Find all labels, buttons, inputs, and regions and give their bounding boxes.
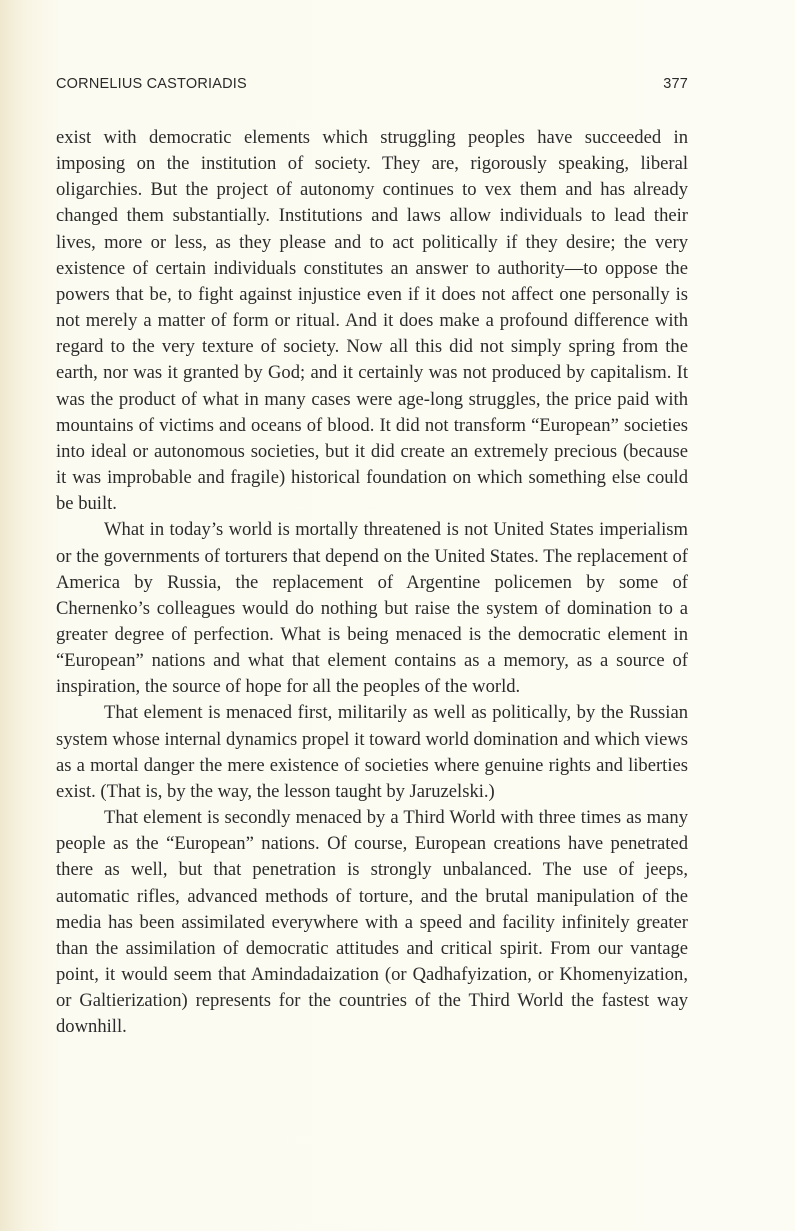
paragraph: That element is secondly menaced by a Third World with three times as many people as the “European” nations. Of course, European creations have penetrated there as well, but that penetration is strongly unbalanced. The use of jeeps, automatic rifles, advanced methods of torture, and the brutal manipulation of the media has been assimilated everywhere with a speed and facility infinitely greater than the assimilation of democratic attitudes and critical spirit. From our vantage point, it would seem that Amindadaization (or Qadhafyization, or Khomenyization, or Galtierization) represents for the countries of the Third World the fastest way downhill.	[56, 807, 688, 1038]
running-head-title: CORNELIUS CASTORIADIS	[56, 76, 247, 92]
paragraph: That element is menaced first, militarily as well as politically, by the Russian system whose internal dynamics propel it toward world domination and which views as a mortal danger the mere existence of societies where genuine rights and liberties exist. (That is, by the way, the lesson taught by Jaruzelski.)	[56, 702, 688, 802]
running-header	[56, 76, 688, 92]
paragraph: What in today’s world is mortally threatened is not United States imperialism or the governments of torturers that depend on the United States. The replacement of America by Russia, the replacement of Argentine policemen by some of Chernenko’s colleagues would do nothing but raise the system of domination to a greater degree of perfection. What is being menaced is the democratic element in “European” nations and what that element contains as a memory, as a source of inspiration, the source of hope for all the peoples of the world.	[56, 519, 688, 698]
paragraph: exist with democratic elements which struggling peoples have succeeded in imposing on the institution of society. They are, rigorously speaking, liberal oligarchies. But the project of autonomy continues to vex them and has already changed them substantially. Institutions and laws allow individuals to lead their lives, more or less, as they please and to act politically if they desire; the very existence of certain individuals constitutes an answer to authority—to oppose the powers that be, to fight against injustice even if it does not affect one personally is not merely a matter of form or ritual. And it does make a profound difference with regard to the very texture of society. Now all this did not simply spring from the earth, nor was it granted by God; and it certainly was not produced by capitalism. It was the product of what in many cases were age-long struggles, the price paid with mountains of victims and oceans of blood. It did not transform “European” societies into ideal or autonomous societies, but it did create an extremely precious (because it was improbable and fragile) historical foundation on which something else could be built.	[56, 127, 688, 515]
page-number: 377	[663, 76, 688, 92]
body-text	[56, 125, 688, 1040]
